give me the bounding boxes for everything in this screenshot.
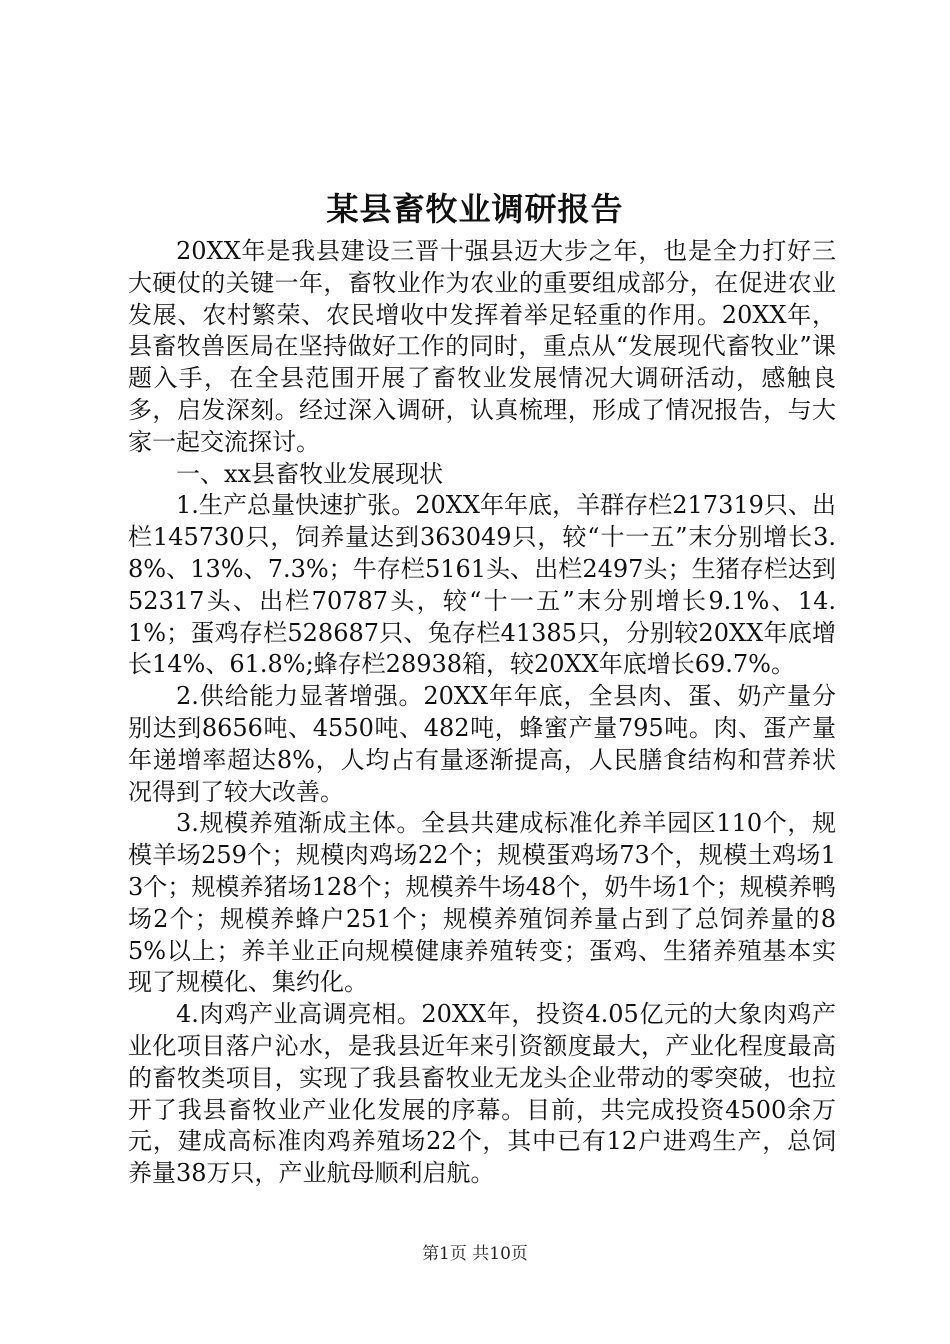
section-heading: 一、xx县畜牧业发展现状 — [176, 459, 444, 488]
document-body — [128, 236, 836, 1190]
intro-paragraph: 20XX年是我县建设三晋十强县迈大步之年，也是全力打好三大硬仗的关键一年，畜牧业作为农业的重要组成部分，在促进农业发展、农村繁荣、农民增收中发挥着举足轻重的作用。20XX年，县畜牧兽医局在坚持做好工作的同时，重点从“发展现代畜牧业”课题入手，在全县范围开展了畜牧业发展情况大调研活动，感触良多，启发深刻。经过深入调研，认真梳理，形成了情况报告，与大家一起交流探讨。 — [128, 237, 836, 456]
paragraph-broiler-industry: 4.肉鸡产业高调亮相。20XX年，投资4.05亿元的大象肉鸡产业化项目落户沁水，是我县近年来引资额度最大，产业化程度最高的畜牧类项目，实现了我县畜牧业无龙头企业带动的零突破，也拉开了我县畜牧业产业化发展的序幕。目前，共完成投资4500余万元，建成高标准肉鸡养殖场22个，其中已有12户进鸡生产，总饲养量38万只，产业航母顺利启航。 — [128, 1000, 836, 1188]
page-number-footer: 第1页 共10页 — [422, 1244, 528, 1264]
paragraph-production-total: 1.生产总量快速扩张。20XX年年底，羊群存栏217319只、出栏145730只，饲养量达到363049只，较“十一五”末分别增长3.8%、13%、7.3%；牛存栏5161头、出栏2497头；生猪存栏达到52317头、出栏70787头，较“十一五”末分别增长9.1%、14.1%；蛋鸡存栏528687只、兔存栏41385只，分别较20XX年底增长14%、61.8%;蜂存栏28938箱，较20XX年底增长69.7%。 — [128, 491, 836, 679]
document-title: 某县畜牧业调研报告 — [326, 190, 624, 228]
paragraph-scale-farming: 3.规模养殖渐成主体。全县共建成标准化养羊园区110个，规模羊场259个；规模肉鸡场22个；规模蛋鸡场73个，规模土鸡场13个；规模养猪场128个；规模养牛场48个，奶牛场1个；规模养鸭场2个；规模养蜂户251个；规模养殖饲养量占到了总饲养量的85%以上；养羊业正向规模健康养殖转变；蛋鸡、生猪养殖基本实现了规模化、集约化。 — [128, 809, 836, 997]
paragraph-supply-capacity: 2.供给能力显著增强。20XX年年底，全县肉、蛋、奶产量分别达到8656吨、4550吨、482吨，蜂蜜产量795吨。肉、蛋产量年递增率超达8%，人均占有量逐渐提高，人民膳食结构和营养状况得到了较大改善。 — [128, 682, 836, 806]
